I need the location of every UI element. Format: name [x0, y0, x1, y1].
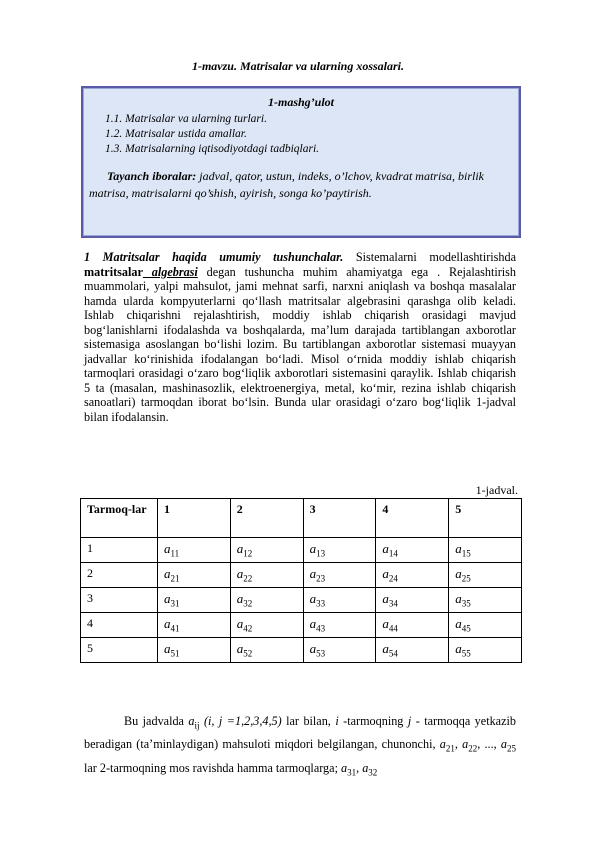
matrix-cell: [449, 638, 522, 663]
matrix-cell: [303, 563, 376, 588]
element-symbol: a: [382, 641, 389, 656]
symbol-a-31: $a_{31}$: [341, 760, 357, 778]
body-text: degan tushuncha muhim ahamiyatga ega . Rejalashtirish muammolari, yalpi mahsulot, jami mehnat sarfi, narxni aniqlash va boshqa masalalar hamda ularda kompyuterlarni qo‘llash matritsalar algebrasini qarashga olib keladi. Ishlab chiqarishni rejalashtirish, moddiy ishlab chiqarish orasidagi mavjud bog‘lanishlarni ifodalashda va boshqalarda, ma’lum darajada tartiblangan axborotlar sistemasiga asoslangan bo‘lishi lozim. Bu tartiblangan axborotlar sistemasi muayyan jadvallar ko‘rinishida ifodalangan bo‘ladi. Misol o‘rnida moddiy ishlab chiqarish tarmoqlari orasidagi o‘zaro bog‘liqlik axborotlari sistemasini qaraylik. Ishlab chiqarish 5 ta (masalan, mashinasozlik, elektroenergiya, metal, ko‘mir, rezina ishlab chiqarish sanoatlari) tarmoqdan iborat bo‘lsin. Bunda ular orasidagi o‘zaro bog‘liqlik 1-jadval bilan ifodalansin.: [84, 264, 516, 424]
element-index: 23: [316, 573, 326, 584]
table-row: [81, 588, 522, 613]
header-tarmoqlar: Tarmoq-lar: [81, 499, 158, 538]
matrix-cell: [376, 613, 449, 638]
matrix-cell: [158, 588, 231, 613]
element-index: 52: [243, 648, 253, 659]
element-symbol: a: [309, 566, 317, 581]
matrix-cell: [449, 563, 522, 588]
matrix-cell: [449, 538, 522, 563]
element-symbol: a: [236, 566, 244, 581]
element-index: 45: [461, 623, 471, 634]
matrix-cell: [376, 638, 449, 663]
element-index: 51: [170, 648, 180, 659]
matrix-cell: [376, 588, 449, 613]
column-header: 5: [449, 499, 522, 538]
element-index: 32: [243, 598, 253, 609]
element-symbol: a: [382, 616, 389, 631]
element-index: 53: [316, 648, 326, 659]
matrix-cell: [230, 638, 303, 663]
matrix-cell: [158, 638, 231, 663]
intro-paragraph: [84, 250, 516, 424]
row-label: 1: [81, 538, 158, 563]
symbol-a-22: $a_{22}$: [462, 737, 478, 754]
explanation-text: -tarmoqning: [338, 714, 408, 728]
element-symbol: a: [455, 541, 462, 556]
element-index: 25: [461, 573, 471, 584]
column-header: 1: [158, 499, 231, 538]
explanation-paragraph: Bu jadvalda $a_{ij}$ (i, j =1,2,3,4,5) lar bilan, i -tarmoqning j - tarmoqqa yetkazib beradigan (ta’minlaydigan) mahsuloti miqdori belgilangan, chunonchi, $a_{21}$, $a_{22}$, ..., $a_{25}$ lar 2-tarmoqning mos ravishda hamma tarmoqlarga; $a_{31}$, $a_{32}$: [84, 714, 516, 778]
page-title: 1-mavzu. Matrisalar va ularning xossalari.: [191, 59, 405, 73]
element-symbol: a: [236, 616, 244, 631]
symbol-j: j: [407, 714, 412, 728]
symbol-a-25: $a_{25}$: [500, 737, 516, 754]
symbol-a-21: $a_{21}$: [439, 737, 455, 754]
matrix-cell: [158, 538, 231, 563]
element-index: 13: [316, 548, 326, 559]
symbol-a-ij: $a_{ij}$: [188, 714, 200, 731]
matrix-cell: [303, 638, 376, 663]
element-symbol: a: [309, 591, 317, 606]
element-symbol: a: [236, 541, 244, 556]
element-index: 42: [243, 623, 253, 634]
element-index: 44: [388, 623, 398, 634]
keywords-paragraph: [89, 168, 513, 202]
explanation-text: lar 2-tarmoqning mos ravishda hamma tarmoqlarga;: [84, 760, 341, 775]
matrix-cell: [376, 563, 449, 588]
element-index: 55: [461, 648, 471, 659]
element-symbol: a: [164, 541, 171, 556]
element-index: 12: [243, 548, 253, 559]
element-symbol: a: [382, 591, 389, 606]
element-index: 24: [388, 573, 398, 584]
explanation-text: lar bilan,: [281, 714, 336, 728]
element-symbol: a: [382, 566, 389, 581]
column-header: 2: [230, 499, 303, 538]
row-label: 3: [81, 588, 158, 613]
matrix-table: [80, 498, 522, 663]
element-symbol: a: [164, 591, 171, 606]
row-label: 4: [81, 613, 158, 638]
matrix-cell: [303, 613, 376, 638]
element-symbol: a: [164, 566, 171, 581]
table-row: [81, 638, 522, 663]
section-heading: 1 Matritsalar haqida umumiy tushunchalar.: [84, 250, 344, 264]
ellipsis-text: , ...,: [477, 737, 501, 752]
matrix-cell: [230, 588, 303, 613]
explanation-text: - tarmoqqa yetkazib beradigan (ta’minlaydigan) mahsuloti miqdori belgilangan, chunonchi,: [84, 714, 516, 752]
matrix-cell: [158, 563, 231, 588]
plan-heading: 1-mashg’ulot: [267, 95, 334, 109]
element-index: 33: [316, 598, 326, 609]
matrix-cell: [449, 588, 522, 613]
element-symbol: a: [164, 616, 171, 631]
column-header: 4: [376, 499, 449, 538]
column-header: 3: [303, 499, 376, 538]
table-caption: 1-jadval.: [475, 483, 518, 497]
element-symbol: a: [164, 641, 171, 656]
plan-item: 1.3. Matrisalarning iqtisodiyotdagi tadbiqlari.: [105, 143, 320, 155]
element-symbol: a: [309, 541, 317, 556]
element-index: 43: [316, 623, 326, 634]
matrix-cell: [449, 613, 522, 638]
element-index: 54: [388, 648, 398, 659]
element-index: 35: [461, 598, 471, 609]
element-symbol: a: [455, 616, 462, 631]
index-range-formula: (i, j =1,2,3,4,5): [203, 714, 282, 728]
element-index: 22: [243, 573, 253, 584]
explanation-text: Bu jadvalda: [124, 714, 189, 728]
table-row: [81, 538, 522, 563]
element-symbol: a: [455, 566, 462, 581]
table-row: [81, 563, 522, 588]
element-symbol: a: [382, 541, 389, 556]
lesson-plan-box: [81, 86, 521, 238]
matrix-cell: [230, 613, 303, 638]
term-matritsalar: matritsalar: [84, 264, 143, 279]
symbol-i: i: [335, 714, 339, 728]
element-index: 34: [388, 598, 398, 609]
matrix-cell: [230, 538, 303, 563]
element-index: 31: [170, 598, 180, 609]
matrix-cell: [230, 563, 303, 588]
row-label: 2: [81, 563, 158, 588]
keywords-text: jadval, qator, ustun, indeks, o’lchov, kvadrat matrisa, birlik matrisa, matrisalarni qo’shish, ayirish, songa ko’paytirish.: [89, 169, 484, 200]
matrix-cell: [303, 538, 376, 563]
element-index: 14: [388, 548, 398, 559]
plan-item: 1.2. Matrisalar ustida amallar.: [105, 128, 247, 140]
row-label: 5: [81, 638, 158, 663]
element-symbol: a: [236, 641, 244, 656]
element-symbol: a: [309, 641, 317, 656]
element-index: 15: [461, 548, 471, 559]
matrix-cell: [376, 538, 449, 563]
element-symbol: a: [455, 641, 462, 656]
element-index: 41: [170, 623, 180, 634]
element-index: 11: [170, 548, 180, 559]
symbol-a-32: $a_{32}$: [362, 760, 378, 778]
plan-items-list: [105, 112, 319, 157]
table-row: [81, 613, 522, 638]
element-symbol: a: [309, 616, 317, 631]
element-symbol: a: [455, 591, 462, 606]
element-symbol: a: [236, 591, 244, 606]
table-header-row: [81, 499, 522, 538]
term-algebrasi: algebrasi: [142, 264, 198, 279]
plan-item: 1.1. Matrisalar va ularning turlari.: [105, 113, 267, 125]
matrix-cell: [303, 588, 376, 613]
intro-text: Sistemalarni modellashtirishda: [343, 250, 516, 264]
matrix-cell: [158, 613, 231, 638]
keywords-label: Tayanch iboralar:: [107, 169, 197, 183]
element-index: 21: [170, 573, 180, 584]
